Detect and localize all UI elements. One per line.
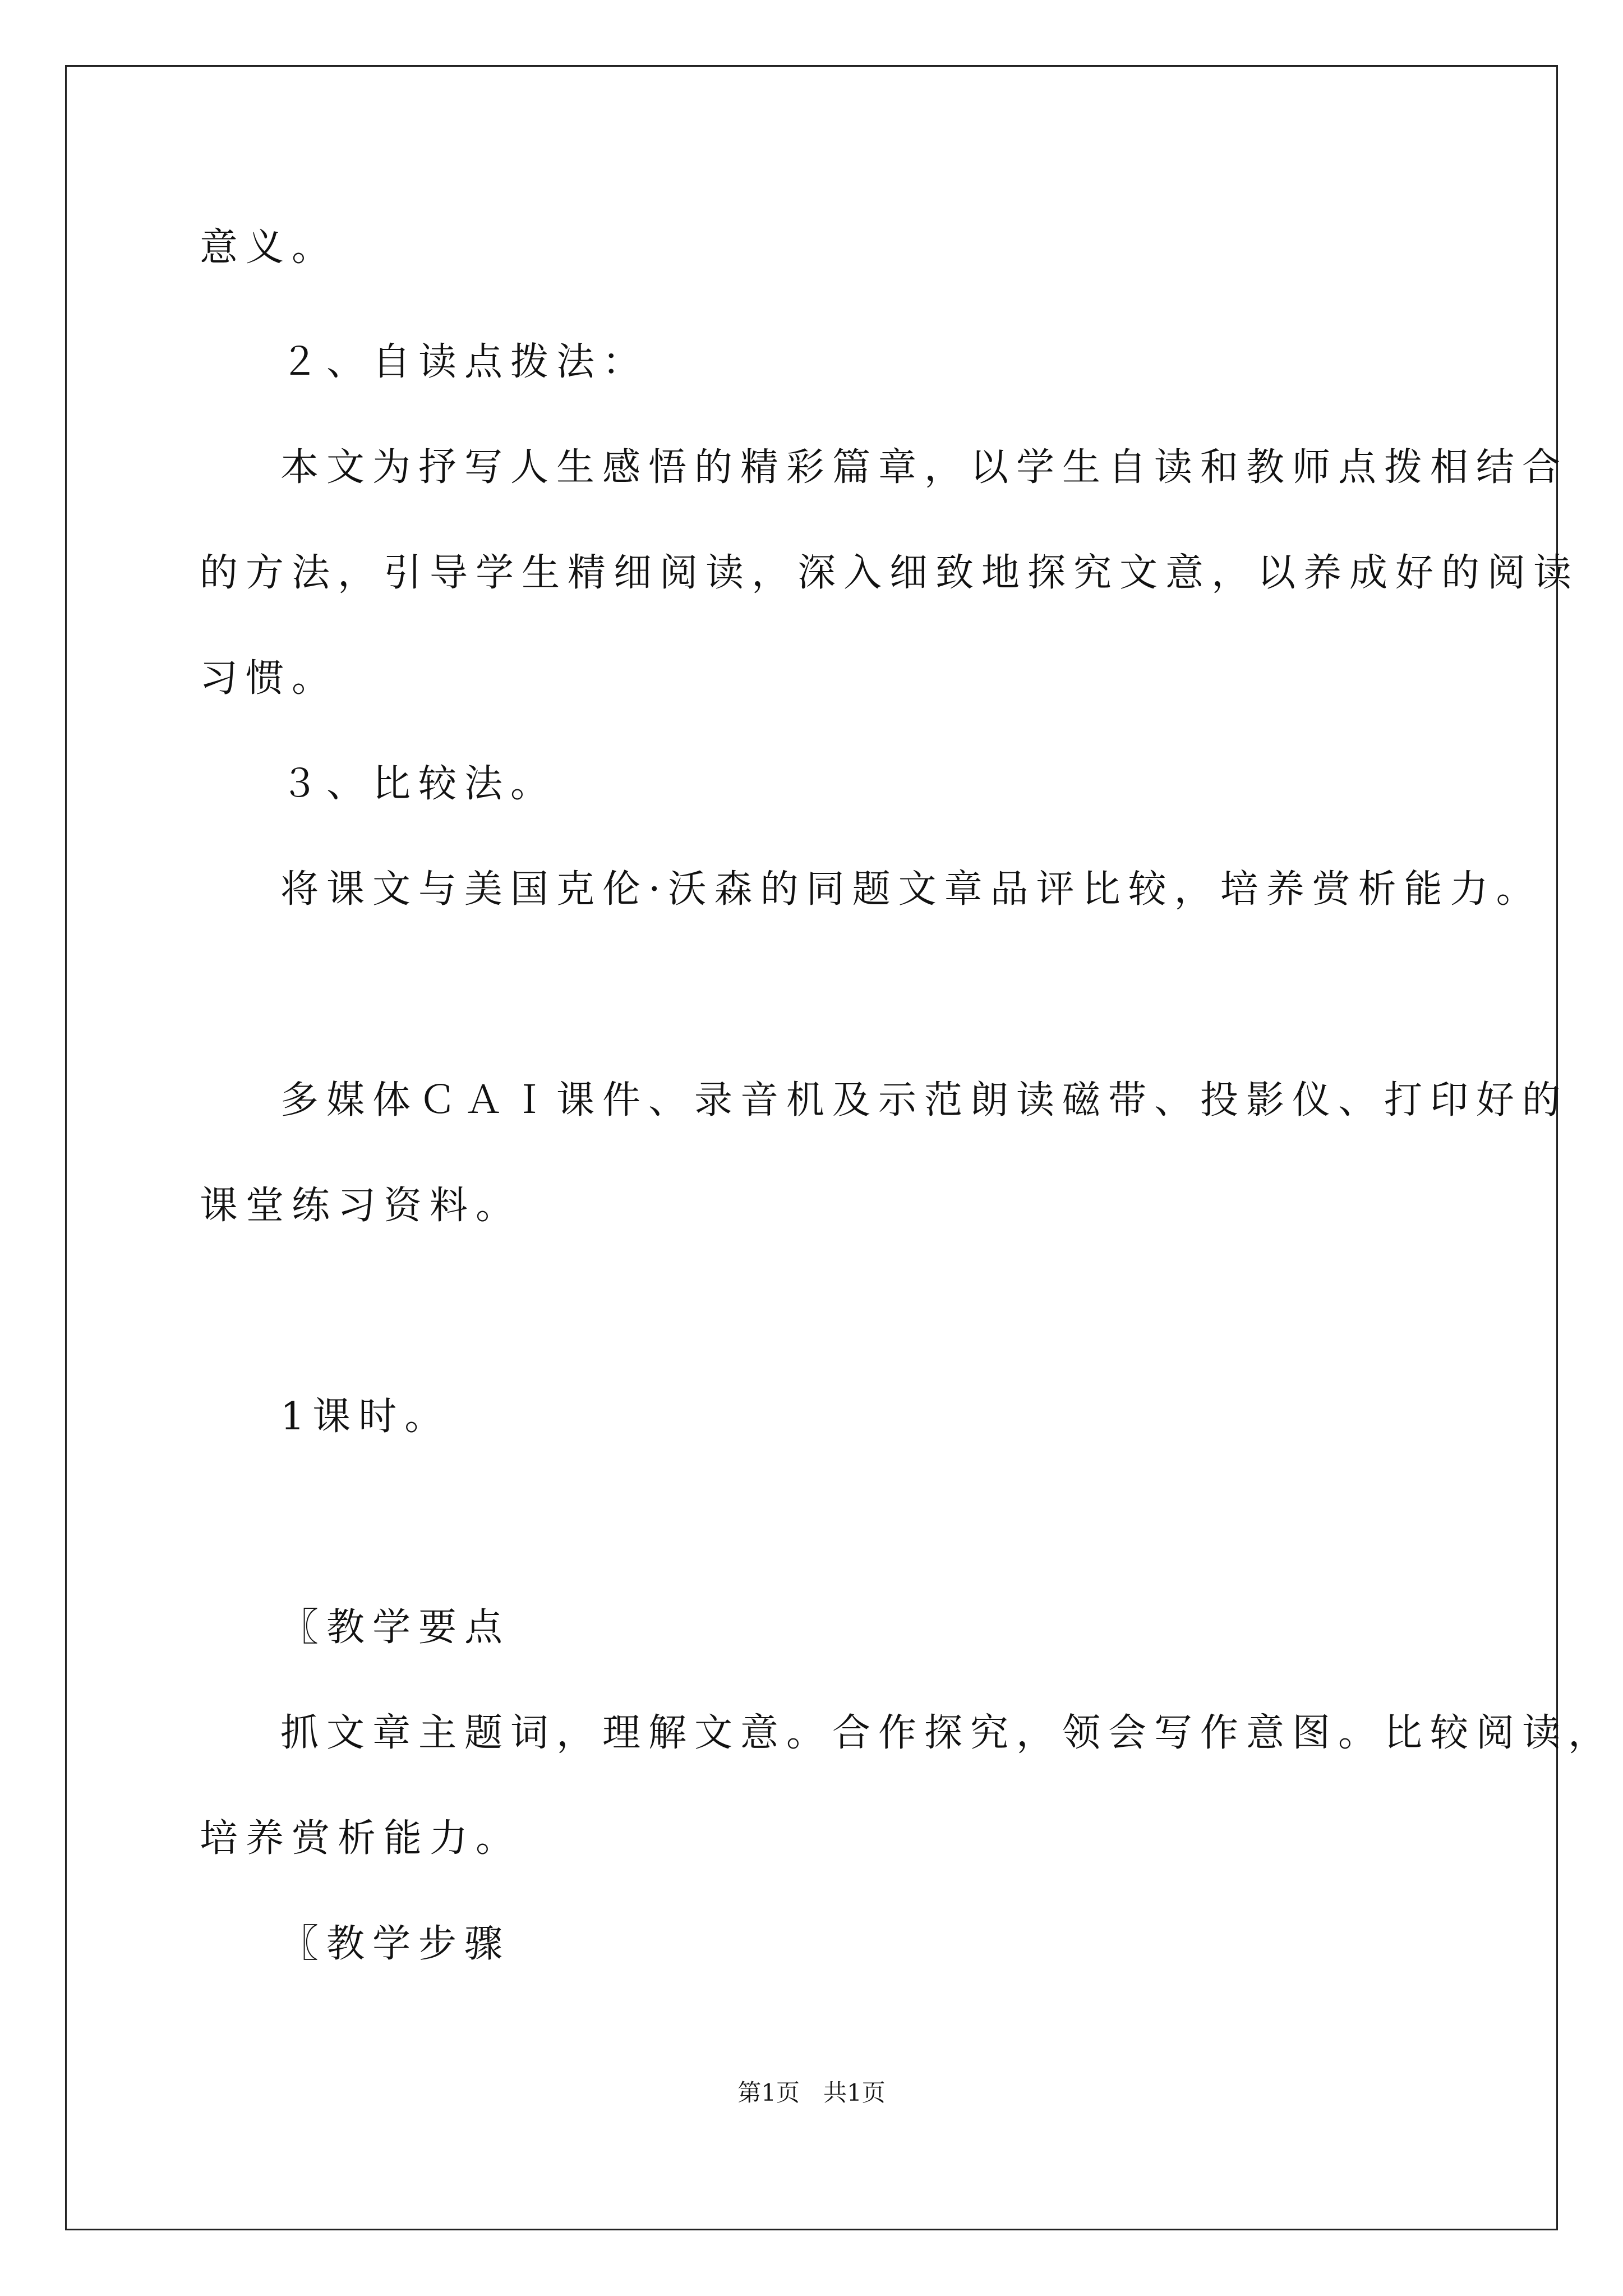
text-line: 1课时。 xyxy=(280,1395,451,1439)
section-heading: ２、自读点拨法： xyxy=(280,340,649,384)
text-line: 意义。 xyxy=(200,226,338,270)
text-line: 本文为抒写人生感悟的精彩篇章，以学生自读和教师点拨相结合 xyxy=(280,445,1569,490)
text-line: 课堂练习资料。 xyxy=(200,1184,522,1228)
text-line: 将课文与美国克伦·沃森的同题文章品评比较，培养赏析能力。 xyxy=(280,867,1542,912)
section-heading: ３、比较法。 xyxy=(280,762,557,806)
text-line: 习惯。 xyxy=(200,656,338,701)
text-line: 培养赏析能力。 xyxy=(200,1816,522,1861)
page-border xyxy=(65,65,1558,2230)
page-number: 第1页 共1页 xyxy=(737,2079,886,2106)
section-heading: 〖教学要点 xyxy=(280,1605,511,1650)
text-line: 多媒体ＣＡＩ课件、录音机及示范朗读磁带、投影仪、打印好的 xyxy=(280,1078,1569,1122)
text-line: 的方法，引导学生精细阅读，深入细致地探究文意，以养成好的阅读 xyxy=(200,551,1580,595)
section-heading: 〖教学步骤 xyxy=(280,1922,511,1966)
text-line: 抓文章主题词，理解文意。合作探究，领会写作意图。比较阅读， xyxy=(280,1711,1615,1755)
